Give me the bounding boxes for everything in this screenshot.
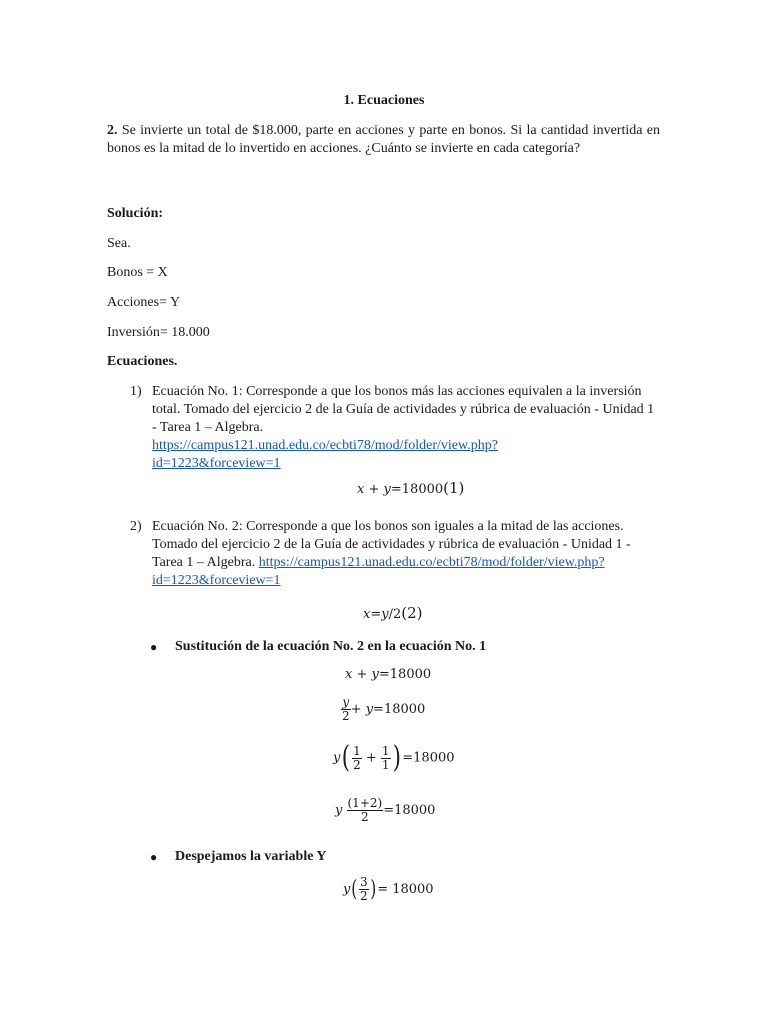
problem-statement <box>107 122 660 158</box>
ecuaciones-heading: Ecuaciones. <box>107 354 178 369</box>
guide-link[interactable]: https://campus121.unad.edu.co/ecbti78/mod/folder/view.php? id=1223&forceview=1 <box>152 555 605 588</box>
bonos-definition: Bonos = X <box>107 265 168 280</box>
step-equation: y $\frac{(1+2)}{2}$ =18000 <box>335 796 436 824</box>
inversion-definition: Inversión= 18.000 <box>107 325 210 340</box>
acciones-definition: Acciones= Y <box>107 295 181 310</box>
list-item <box>152 518 662 590</box>
problem-number: 2. <box>107 123 118 138</box>
step-equation: $\frac{y}{2}$ + y=18000 <box>342 695 426 723</box>
list-item-number: 2) <box>130 519 142 534</box>
bullet-heading: Sustitución de la ecuación No. 2 en la ecuación No. 1 <box>175 639 487 654</box>
guide-link[interactable]: https://campus121.unad.edu.co/ecbti78/mod/folder/view.php? id=1223&forceview=1 <box>152 438 498 471</box>
step-equation: y( $\frac{1}{2}$ + $\frac{1}{1}$ ) =18000 <box>333 740 455 775</box>
list-item-text: Ecuación No. 1: Corresponde a que los bonos más las acciones equivalen a la inversión total. Tomado del ejercicio 2 de la Guía de actividades y rúbrica de evaluación - Unidad 1 - Tarea 1 – Algebra. <box>152 384 655 435</box>
bullet-heading: Despejamos la variable Y <box>175 849 327 864</box>
equation-2: x=y/2(2) <box>363 604 423 622</box>
section-title: 1. Ecuaciones <box>343 93 425 108</box>
problem-text: Se invierte un total de $18.000, parte en acciones y parte en bonos. Si la cantidad invertida en bonos es la mitad de lo invertido en acciones. ¿Cuánto se invierte en cada categoría? <box>107 123 660 156</box>
list-item-text: Ecuación No. 2: Corresponde a que los bonos son iguales a la mitad de las acciones. Tomado del ejercicio 2 de la Guía de actividades y rúbrica de evaluación - Unidad 1 - Tarea 1 – Algebra. <box>152 519 631 570</box>
bullet-icon: ● <box>150 640 158 654</box>
bullet-icon: ● <box>150 850 158 864</box>
list-item-number: 1) <box>130 384 142 399</box>
step-equation: x + y=18000 <box>345 667 432 682</box>
list-item <box>152 383 662 473</box>
sea-line: Sea. <box>107 236 131 251</box>
step-equation: y( $\frac{3}{2}$ )= 18000 <box>343 875 434 903</box>
solution-heading: Solución: <box>107 206 164 221</box>
equation-1: x + y=18000(1) <box>357 479 465 497</box>
